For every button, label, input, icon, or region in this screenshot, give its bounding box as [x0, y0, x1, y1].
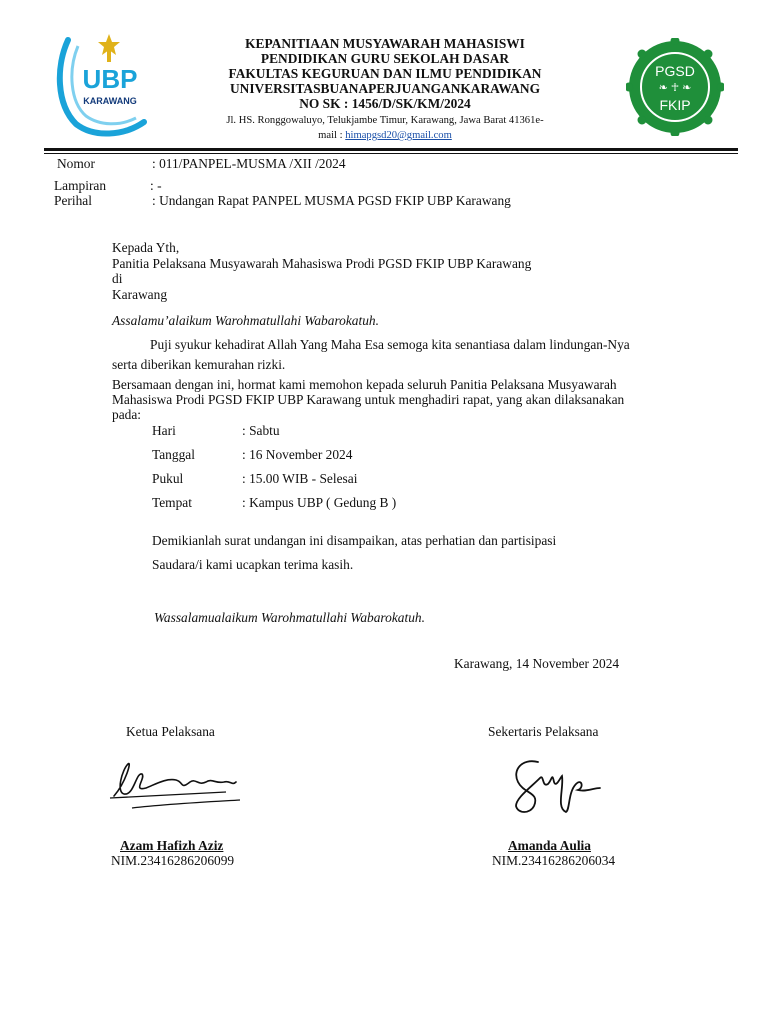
recipient-name: Panitia Pelaksana Musyawarah Mahasiswa Prodi PGSD FKIP UBP Karawang: [112, 256, 532, 271]
closing-salam: Wassalamualaikum Warohmatullahi Wabarokatuh.: [154, 610, 425, 625]
perihal-value: : Undangan Rapat PANPEL MUSMA PGSD FKIP UBP Karawang: [152, 193, 511, 208]
paragraph-2-line-3: pada:: [112, 407, 141, 422]
detail-label: Hari: [152, 423, 176, 438]
svg-text:❧ ☥ ❧: ❧ ☥ ❧: [658, 82, 692, 94]
detail-label: Tanggal: [152, 447, 195, 462]
recipient-di: di: [112, 271, 123, 286]
nomor-label: Nomor: [57, 156, 95, 171]
header-divider-thick: [44, 148, 738, 151]
lampiran-label: Lampiran: [54, 178, 107, 193]
right-signatory-name: Amanda Aulia: [508, 838, 591, 853]
lampiran-value: : -: [150, 178, 162, 193]
left-signatory-role: Ketua Pelaksana: [126, 724, 215, 739]
detail-label: Pukul: [152, 471, 184, 486]
closing-line-1: Demikianlah surat undangan ini disampaikan, atas perhatian dan partisipasi: [152, 533, 557, 548]
closing-line-2: Saudara/i kami ucapkan terima kasih.: [152, 557, 354, 572]
detail-value: : Sabtu: [242, 423, 280, 438]
paragraph-1-line-2: serta diberikan kemurahan rizki.: [112, 357, 286, 372]
paragraph-2-line-1: Bersamaan dengan ini, hormat kami memohon kepada seluruh Panitia Pelaksana Musyawarah: [112, 377, 617, 392]
greeting: Assalamu’alaikum Warohmatullahi Wabarokatuh.: [112, 313, 379, 328]
org-program: PENDIDIKAN GURU SEKOLAH DASAR: [260, 51, 510, 66]
detail-value: : Kampus UBP ( Gedung B ): [242, 495, 397, 510]
detail-label: Tempat: [152, 495, 192, 510]
right-signatory-nim: NIM.23416286206034: [492, 853, 616, 868]
org-sk-number: NO SK : 1456/D/SK/KM/2024: [299, 96, 471, 111]
left-signature: [106, 752, 246, 830]
letterhead: [150, 36, 620, 143]
paragraph-2-line-2: Mahasiswa Prodi PGSD FKIP UBP Karawang untuk menghadiri rapat, yang akan dilaksanakan: [112, 392, 625, 407]
pgsd-logo: [626, 38, 724, 136]
place-date: Karawang, 14 November 2024: [454, 656, 620, 671]
ubp-logo: [54, 26, 152, 138]
org-faculty: FAKULTAS KEGURUAN DAN ILMU PENDIDIKAN: [228, 66, 542, 81]
left-signatory-name: Azam Hafizh Aziz: [120, 838, 224, 853]
svg-text:KARAWANG: KARAWANG: [83, 96, 137, 106]
recipient-city: Karawang: [112, 287, 168, 302]
right-signature: [496, 748, 612, 832]
org-address: Jl. HS. Ronggowaluyo, Telukjambe Timur, Karawang, Jawa Barat 41361e- mail : himapgsd20@gmail.com: [226, 115, 544, 141]
right-signatory-role: Sekertaris Pelaksana: [488, 724, 599, 739]
svg-text:UBP: UBP: [82, 64, 138, 94]
nomor-value: : 011/PANPEL-MUSMA /XII /2024: [152, 156, 346, 171]
paragraph-1-line-1: Puji syukur kehadirat Allah Yang Maha Esa semoga kita senantiasa dalam lindungan-Nya: [150, 337, 630, 352]
left-signatory-nim: NIM.23416286206099: [111, 853, 235, 868]
header-divider-thin: [44, 153, 738, 154]
org-university: UNIVERSITASBUANAPERJUANGANKARAWANG: [230, 81, 540, 96]
detail-value: : 15.00 WIB - Selesai: [242, 471, 358, 486]
detail-value: : 16 November 2024: [242, 447, 353, 462]
svg-text:PGSD: PGSD: [655, 63, 695, 79]
email-link[interactable]: himapgsd20@gmail.com: [345, 130, 452, 141]
perihal-label: Perihal: [54, 193, 92, 208]
svg-text:FKIP: FKIP: [659, 97, 691, 113]
recipient-salutation: Kepada Yth,: [112, 240, 180, 255]
org-name: KEPANITIAAN MUSYAWARAH MAHASISWI: [245, 36, 525, 51]
